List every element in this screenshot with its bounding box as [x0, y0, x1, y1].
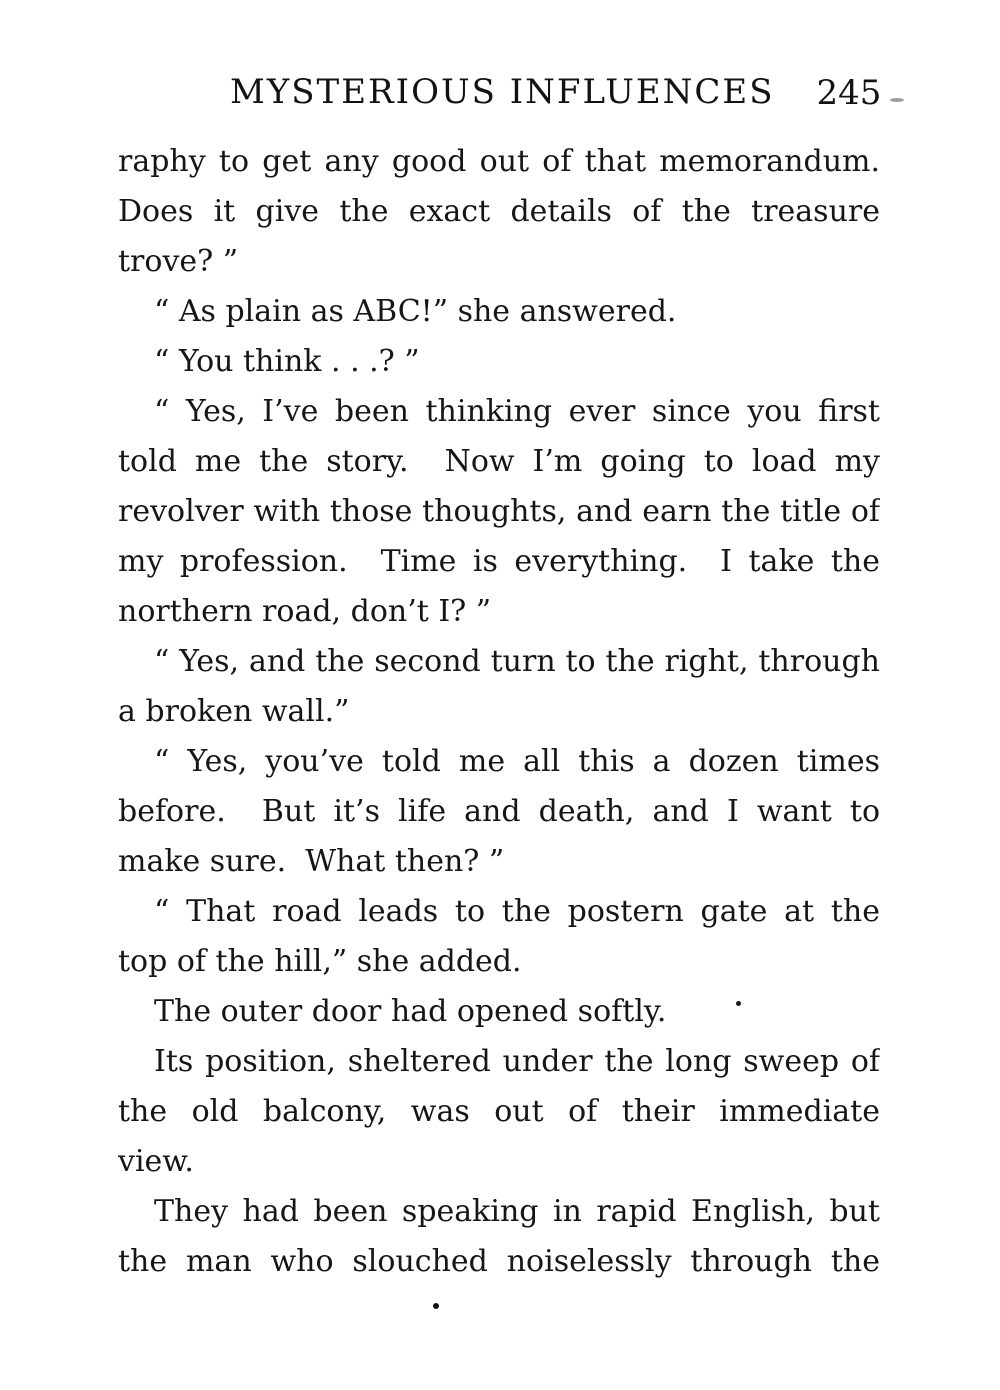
text-line: told me the story. Now I’m going to load my: [118, 444, 880, 479]
text-line: before. But it’s life and death, and I want to: [118, 794, 880, 829]
text-line: “ As plain as ABC!” she answered.: [154, 294, 677, 329]
text-line: “ Yes, I’ve been thinking ever since you first: [154, 394, 880, 429]
text-line: a broken wall.”: [118, 694, 350, 729]
chapter-title: MYSTERIOUS INFLUENCES: [230, 72, 775, 112]
running-header: [0, 72, 1000, 118]
text-line: top of the hill,” she added.: [118, 944, 522, 979]
text-line: raphy to get any good out of that memorandum.: [118, 144, 880, 179]
text-line: view.: [118, 1144, 194, 1179]
body-text: [118, 137, 880, 1287]
text-line: “ Yes, and the second turn to the right, through: [154, 644, 880, 679]
ink-dot-after-softly: [736, 1001, 741, 1006]
page-number: 245: [816, 73, 882, 113]
text-line: “ That road leads to the postern gate at the: [154, 894, 880, 929]
text-line: my profession. Time is everything. I take the: [118, 544, 880, 579]
text-line: Its position, sheltered under the long sweep of: [154, 1044, 880, 1079]
text-line: make sure. What then? ”: [118, 844, 505, 879]
text-line: revolver with those thoughts, and earn the title of: [118, 494, 880, 529]
text-line: Does it give the exact details of the treasure: [118, 194, 880, 229]
faint-dash-after-page-number: [890, 98, 904, 102]
text-line: They had been speaking in rapid English, but: [154, 1194, 880, 1229]
text-line: trove? ”: [118, 244, 239, 279]
text-line: “ Yes, you’ve told me all this a dozen times: [154, 744, 880, 779]
text-line: The outer door had opened softly.: [154, 994, 667, 1029]
text-line: the man who slouched noiselessly through the: [118, 1244, 880, 1279]
text-line: northern road, don’t I? ”: [118, 594, 492, 629]
ink-dot-bottom-center: [433, 1303, 439, 1309]
text-line: the old balcony, was out of their immediate: [118, 1094, 880, 1129]
text-line: “ You think . . .? ”: [154, 344, 420, 379]
